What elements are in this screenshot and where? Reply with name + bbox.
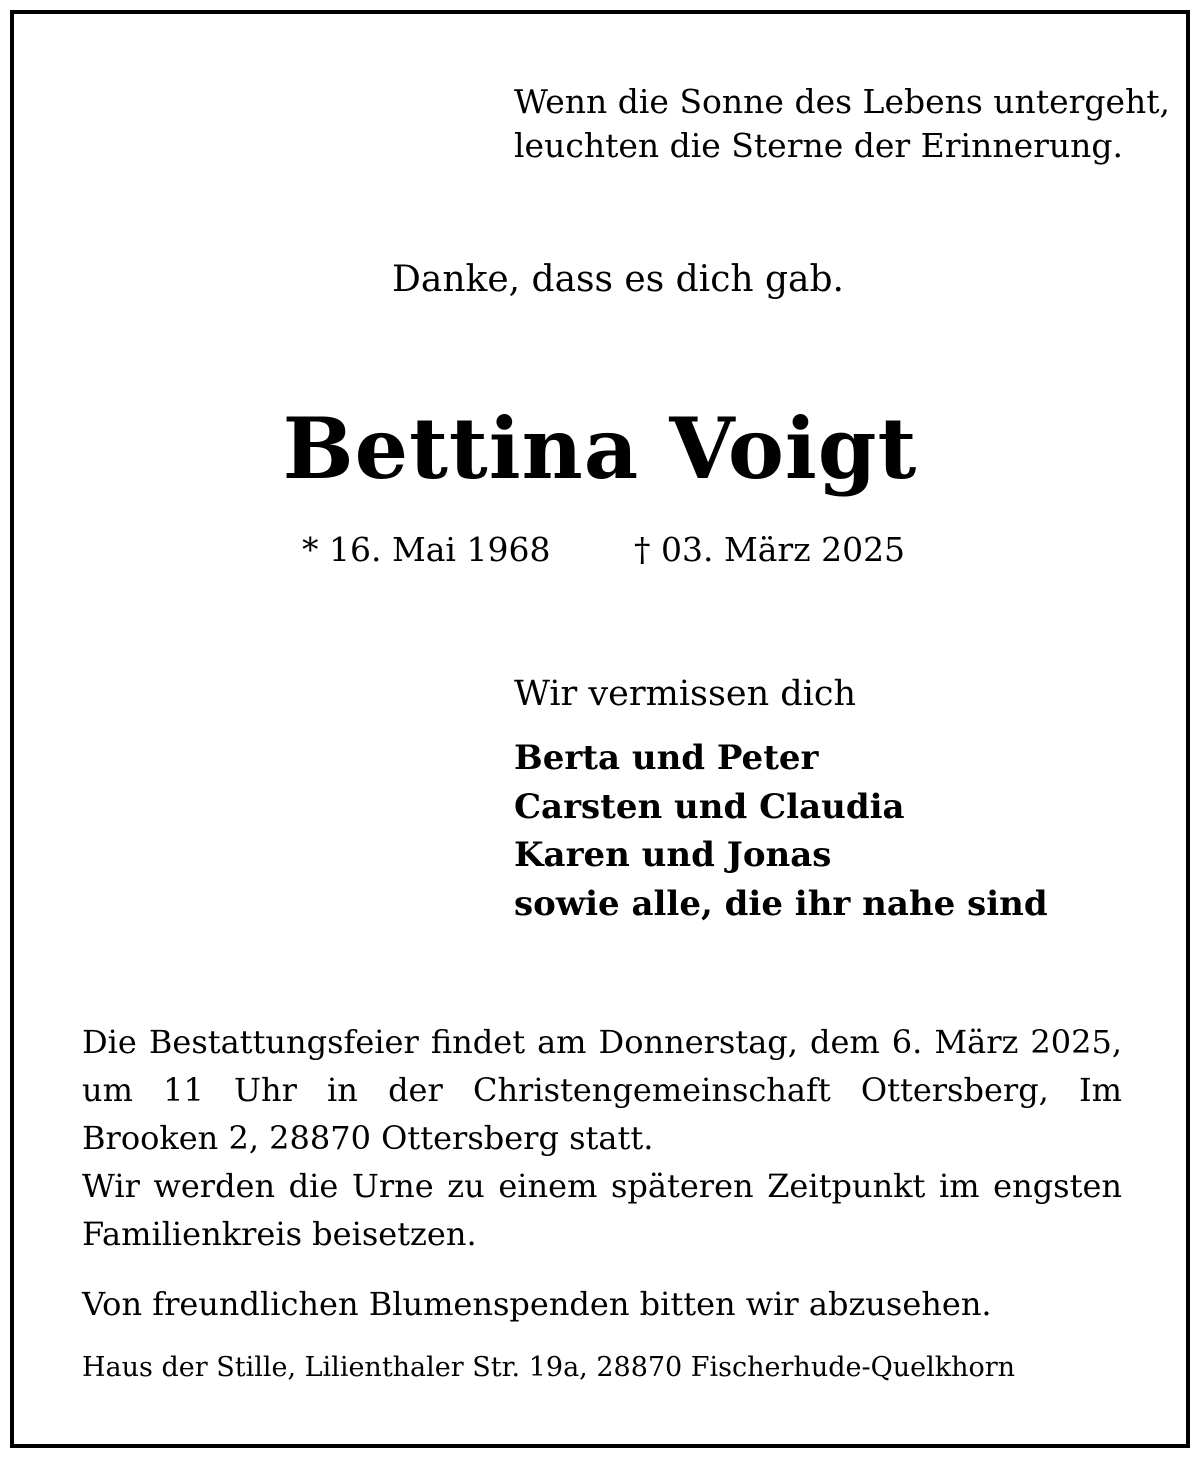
thanks-line: Danke, dass es dich gab.	[392, 259, 844, 300]
quote-line-2: leuchten die Sterne der Erinnerung.	[514, 126, 1124, 165]
birth-date: * 16. Mai 1968	[302, 530, 551, 569]
mourner-name: Karen und Jonas	[514, 835, 832, 875]
mourner-name: Carsten und Claudia	[514, 786, 905, 827]
mourner-name: sowie alle, die ihr nahe sind	[514, 883, 1048, 924]
quote-line-1: Wenn die Sonne des Lebens untergeht,	[514, 82, 1171, 121]
mourners-intro: Wir vermissen dich	[514, 674, 857, 714]
urn-text: Wir werden die Urne zu einem späteren Zeitpunkt im engsten Familienkreis beisetzen.	[82, 1167, 1122, 1253]
memorial-quote	[514, 80, 1171, 168]
funeral-home-address: Haus der Stille, Lilienthaler Str. 19a, 28870 Fischerhude-Quelkhorn	[82, 1352, 1016, 1383]
ceremony-text: Die Bestattungsfeier findet am Donnerstag, dem 6. März 2025, um 11 Uhr in der Christengemeinschaft Ottersberg, Im Brooken 2, 28870 Ottersberg statt.	[82, 1023, 1122, 1157]
deceased-name: Bettina Voigt	[282, 399, 918, 498]
death-date: † 03. März 2025	[634, 530, 906, 569]
obituary-frame	[10, 10, 1190, 1448]
ceremony-info	[82, 1018, 1122, 1258]
mourner-name: Berta und Peter	[514, 738, 819, 778]
flowers-note: Von freundlichen Blumenspenden bitten wir abzusehen.	[82, 1285, 992, 1323]
mourners-list	[514, 734, 1048, 928]
